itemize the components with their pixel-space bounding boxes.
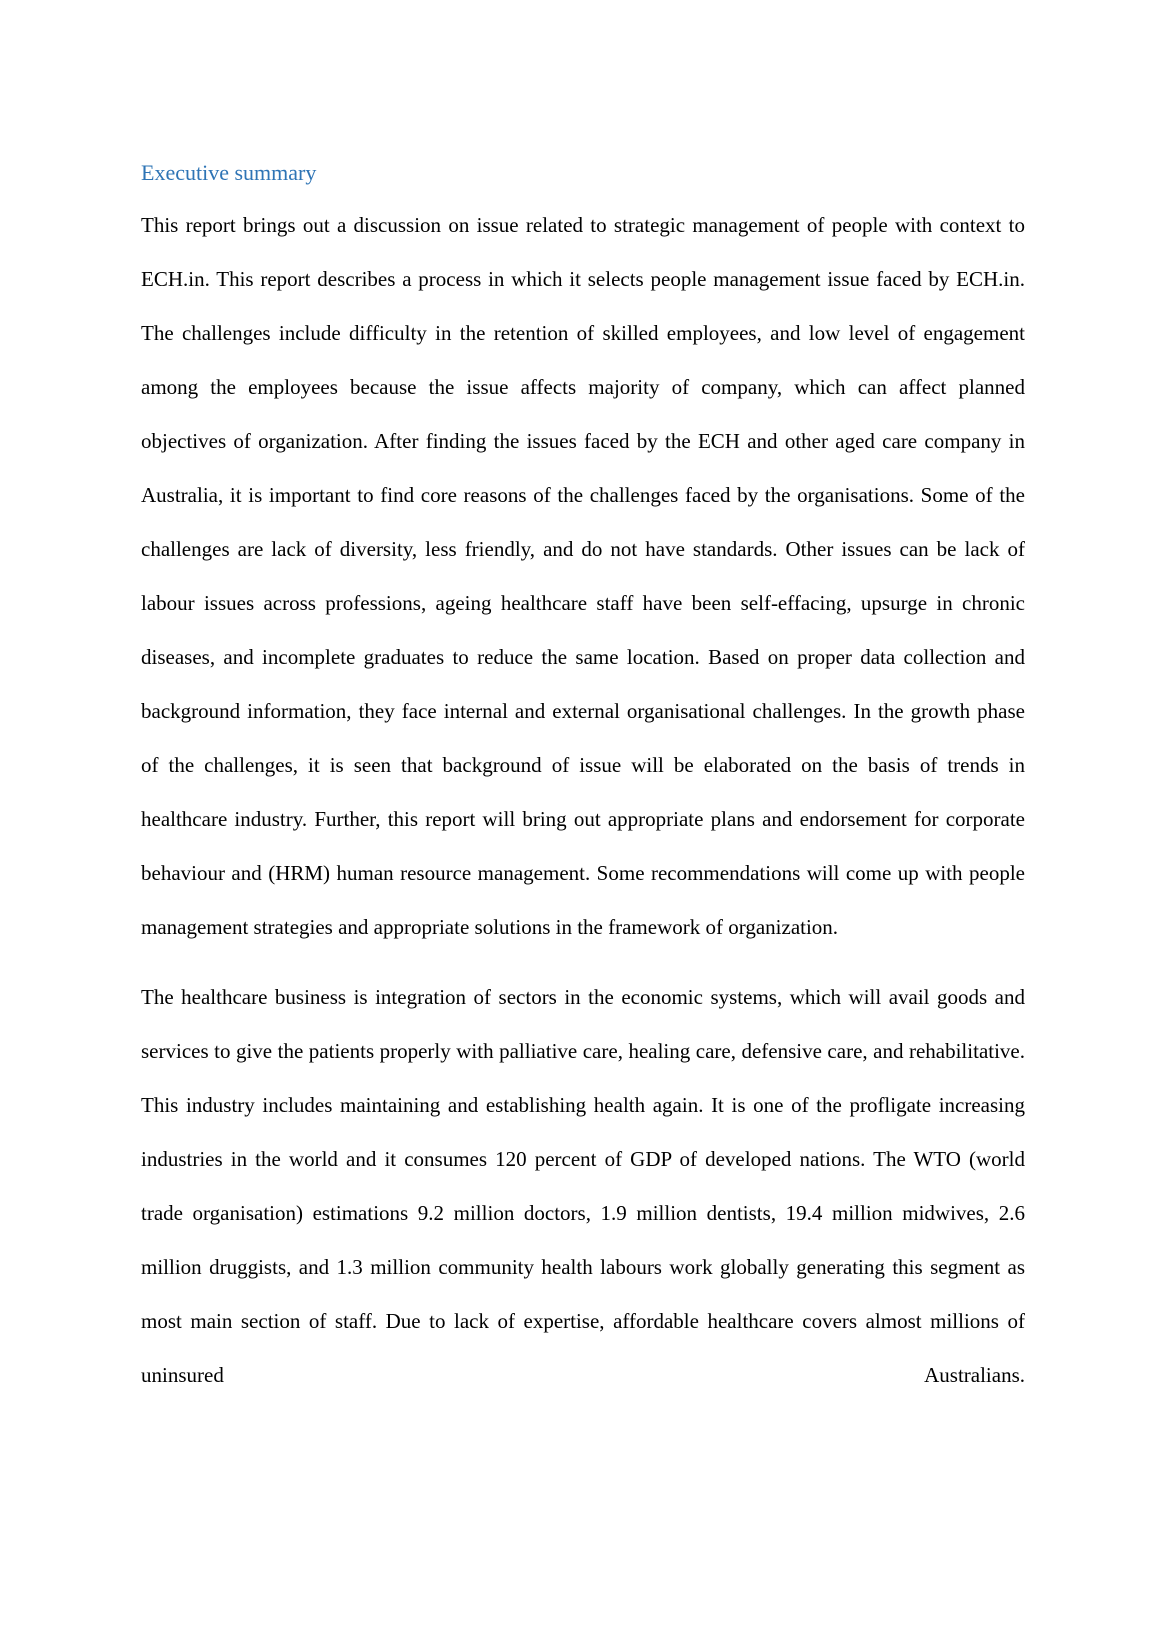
- document-body: [141, 158, 1025, 1402]
- section-heading: Executive summary: [141, 160, 317, 185]
- summary-paragraph: This report brings out a discussion on issue related to strategic management of people with context to ECH.in. This report describes a process in which it selects people management issue faced by ECH.in. The challenges include difficulty in the retention of skilled employees, and low level of engagement among the employees because the issue affects majority of company, which can affect planned objectives of organization. After finding the issues faced by the ECH and other aged care company in Australia, it is important to find core reasons of the challenges faced by the organisations. Some of the challenges are lack of diversity, less friendly, and do not have standards. Other issues can be lack of labour issues across professions, ageing healthcare staff have been self-effacing, upsurge in chronic diseases, and incomplete graduates to reduce the same location. Based on proper data collection and background information, they face internal and external organisational challenges. In the growth phase of the challenges, it is seen that background of issue will be elaborated on the basis of trends in healthcare industry. Further, this report will bring out appropriate plans and endorsement for corporate behaviour and (HRM) human resource management. Some recommendations will come up with people management strategies and appropriate solutions in the framework of organization.: [141, 213, 1025, 939]
- healthcare-paragraph: The healthcare business is integration of sectors in the economic systems, which will avail goods and services to give the patients properly with palliative care, healing care, defensive care, and rehabilitative. This industry includes maintaining and establishing health again. It is one of the profligate increasing industries in the world and it consumes 120 percent of GDP of developed nations. The WTO (world trade organisation) estimations 9.2 million doctors, 1.9 million dentists, 19.4 million midwives, 2.6 million druggists, and 1.3 million community health labours work globally generating this segment as most main section of staff. Due to lack of expertise, affordable healthcare covers almost millions of uninsured Australians.: [141, 985, 1025, 1387]
